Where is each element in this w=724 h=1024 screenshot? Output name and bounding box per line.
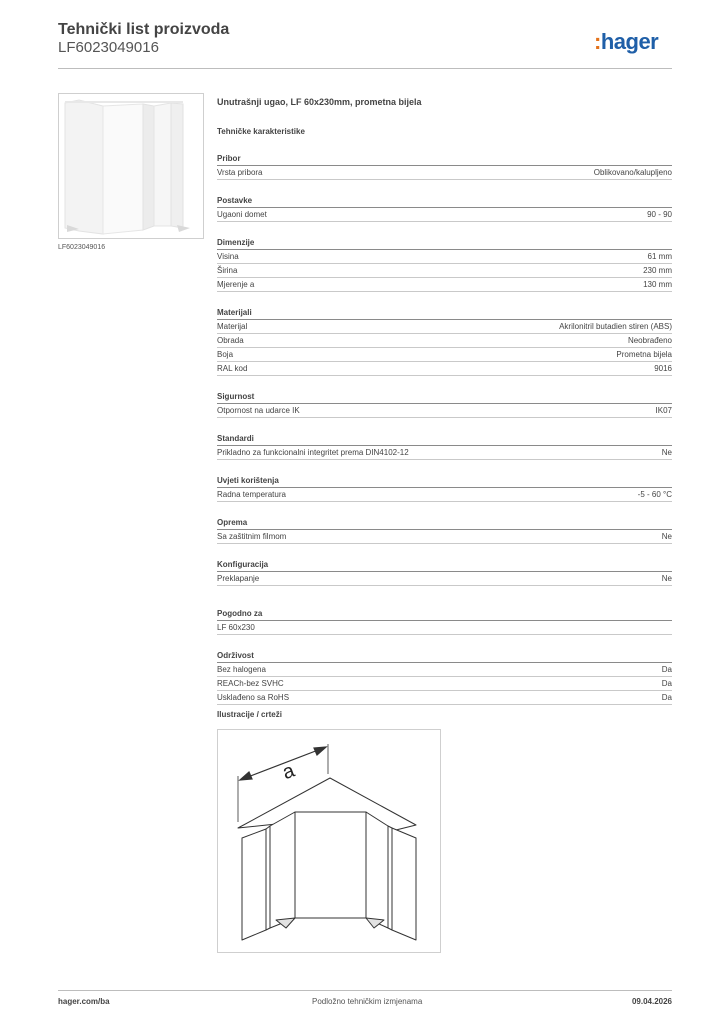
spec-row: REACh-bez SVHC Da <box>217 677 672 691</box>
section-materijali <box>217 306 672 376</box>
illustrations-heading: Ilustracije / crteži <box>217 710 282 719</box>
section-postavke <box>217 194 672 222</box>
section-odrzivost <box>217 649 672 705</box>
section-sigurnost <box>217 390 672 418</box>
characteristics-heading: Tehničke karakteristike <box>217 127 305 136</box>
spec-row: Vrsta pribora Oblikovano/kalupljeno <box>217 166 672 180</box>
section-title: Uvjeti korištenja <box>217 474 672 488</box>
document-title: Tehnički list proizvoda <box>58 21 230 38</box>
spec-row: Prikladno za funkcionalni integritet prema DIN4102-12 Ne <box>217 446 672 460</box>
section-title: Sigurnost <box>217 390 672 404</box>
section-standardi <box>217 432 672 460</box>
section-title: Konfiguracija <box>217 558 672 572</box>
section-title: Standardi <box>217 432 672 446</box>
section-title: Oprema <box>217 516 672 530</box>
section-title: Postavke <box>217 194 672 208</box>
technical-drawing <box>217 729 441 953</box>
spec-row: Mjerenje a 130 mm <box>217 278 672 292</box>
dimension-label-a: a <box>279 759 298 785</box>
spec-row: RAL kod 9016 <box>217 362 672 376</box>
spec-row: Bez halogena Da <box>217 663 672 677</box>
product-image <box>58 93 204 239</box>
footer-website-link[interactable]: hager.com/ba <box>58 997 110 1006</box>
spec-row: Radna temperatura -5 - 60 °C <box>217 488 672 502</box>
product-name: Unutrašnji ugao, LF 60x230mm, prometna bijela <box>217 97 422 107</box>
section-pribor <box>217 152 672 180</box>
section-pogodno-za <box>217 607 672 635</box>
spec-row: Visina 61 mm <box>217 250 672 264</box>
section-konfiguracija <box>217 558 672 586</box>
spec-row: Sa zaštitnim filmom Ne <box>217 530 672 544</box>
spec-row: Ugaoni domet 90 - 90 <box>217 208 672 222</box>
spec-row: Otpornost na udarce IK IK07 <box>217 404 672 418</box>
section-oprema <box>217 516 672 544</box>
footer-date: 09.04.2026 <box>631 997 672 1006</box>
footer-notice: Podložno tehničkim izmjenama <box>312 997 423 1006</box>
hager-logo[interactable]: :hager <box>594 29 659 54</box>
section-title: Pribor <box>217 152 672 166</box>
section-title: Pogodno za <box>217 607 672 621</box>
product-code: LF6023049016 <box>58 39 159 56</box>
spec-row: Širina 230 mm <box>217 264 672 278</box>
section-title: Dimenzije <box>217 236 672 250</box>
spec-row: Usklađeno sa RoHS Da <box>217 691 672 705</box>
section-uvjeti-koristenja <box>217 474 672 502</box>
specifications <box>217 90 672 705</box>
spec-row: Boja Prometna bijela <box>217 348 672 362</box>
spec-row: Obrada Neobrađeno <box>217 334 672 348</box>
spec-row: Preklapanje Ne <box>217 572 672 586</box>
footer-divider <box>58 990 672 991</box>
spec-row: LF 60x230 <box>217 621 672 635</box>
section-title: Održivost <box>217 649 672 663</box>
header-divider <box>58 68 672 69</box>
spec-row: Materijal Akrilonitril butadien stiren (ABS) <box>217 320 672 334</box>
section-title: Materijali <box>217 306 672 320</box>
product-image-caption: LF6023049016 <box>58 244 106 251</box>
section-dimenzije <box>217 236 672 292</box>
